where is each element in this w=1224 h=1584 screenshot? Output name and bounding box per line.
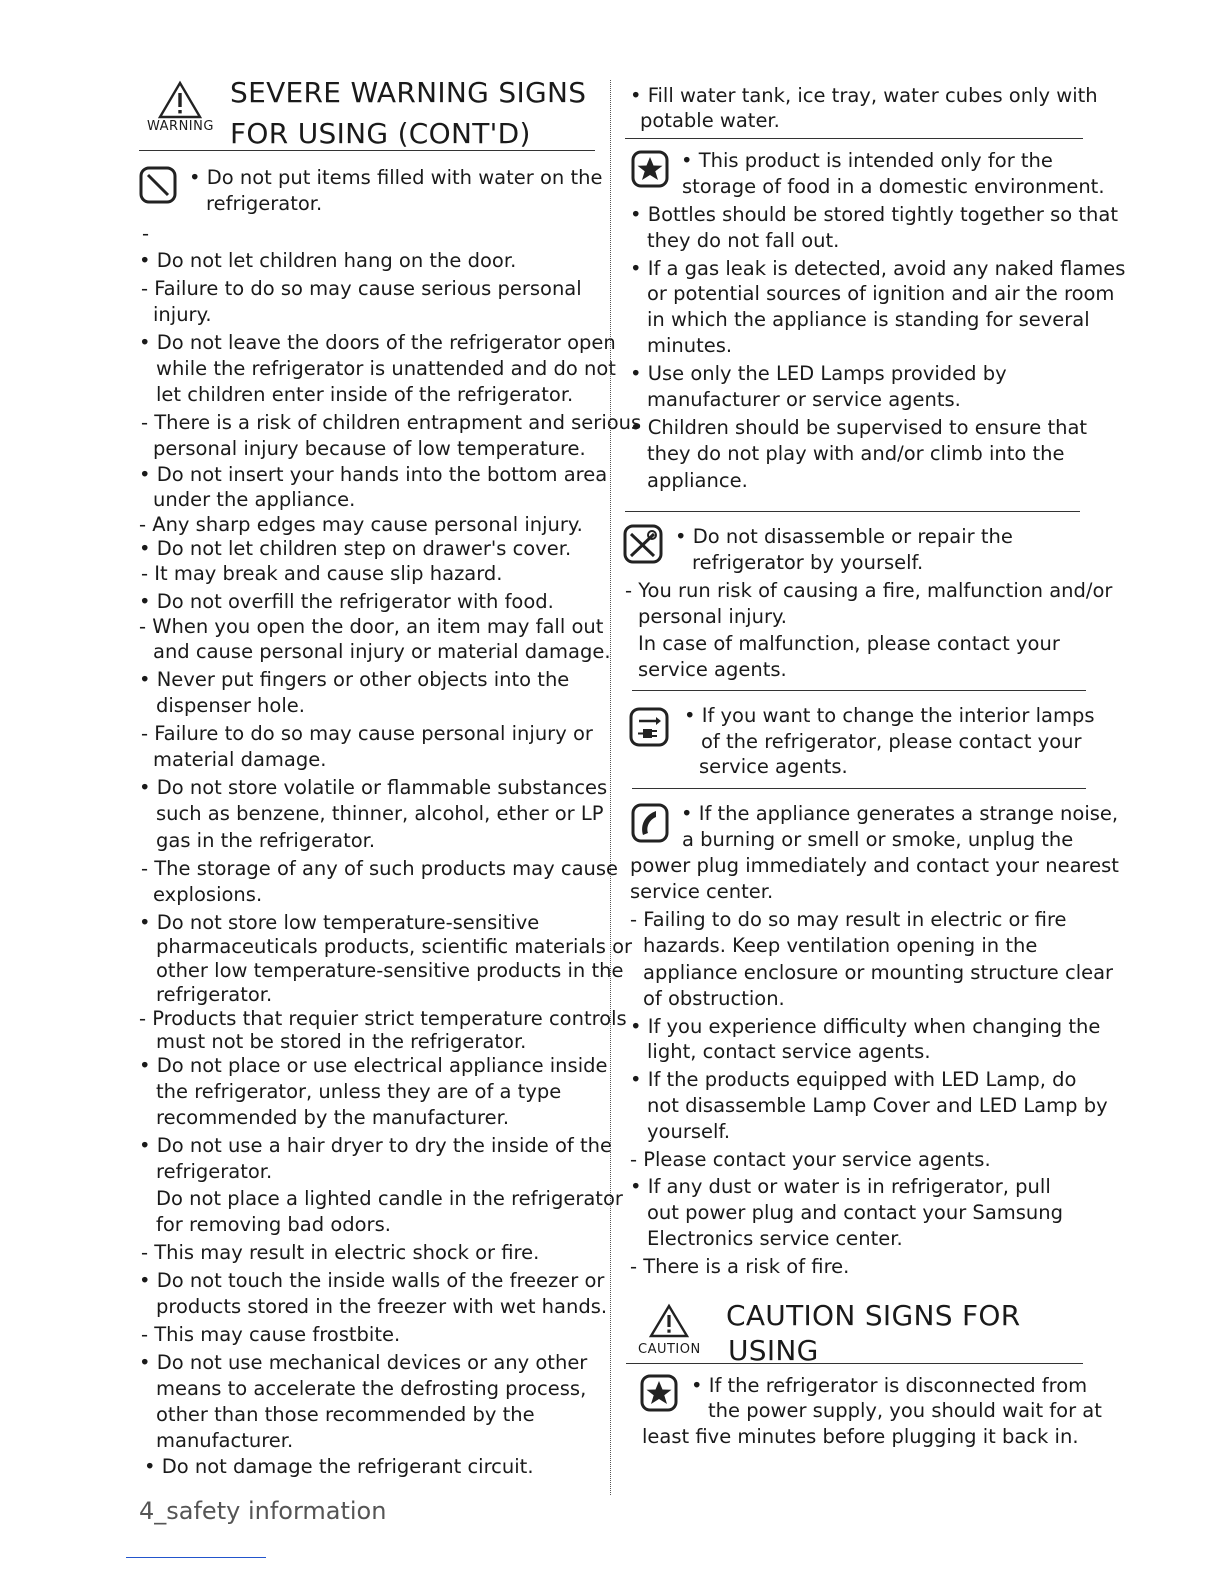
prohibited-icon (139, 166, 177, 204)
right-line-7: • If a gas leak is detected, avoid any naked flames (630, 257, 1126, 280)
right-line-33: • If you experience difficulty when changing the (630, 1015, 1101, 1038)
warning-header-rule (139, 150, 595, 151)
left-line-42: - This may result in electric shock or fire. (141, 1241, 540, 1264)
right-line-27: power plug immediately and contact your nearest (630, 854, 1119, 877)
left-line-43: • Do not touch the inside walls of the freezer or (139, 1269, 605, 1292)
right-line-3: • This product is intended only for the (681, 149, 1053, 172)
right-line-39: • If any dust or water is in refrigerator, pull (630, 1175, 1051, 1198)
right-line-22: • If you want to change the interior lamps (684, 704, 1095, 727)
caution-header-rule (626, 1363, 1083, 1364)
page-footer-label: 4_safety information (139, 1497, 387, 1525)
warning-badge: WARNING (147, 119, 214, 134)
right-line-36: not disassemble Lamp Cover and LED Lamp by (647, 1094, 1108, 1117)
left-line-4: • Do not let children hang on the door. (139, 249, 517, 272)
plug-icon (629, 707, 669, 747)
right-line-4: storage of food in a domestic environment. (682, 175, 1105, 198)
left-line-30: pharmaceuticals products, scientific materials or (156, 935, 633, 958)
right-line-32: of obstruction. (643, 987, 785, 1010)
left-line-24: • Do not store volatile or flammable substances (139, 776, 608, 799)
left-line-22: - Failure to do so may cause personal injury or (141, 722, 593, 745)
caution-triangle-icon (648, 1303, 690, 1339)
left-line-29: • Do not store low temperature-sensitive (139, 911, 540, 934)
right-line-14: they do not play with and/or climb into the (647, 442, 1065, 465)
right-line-13: • Children should be supervised to ensure that (630, 416, 1088, 439)
left-line-25: such as benzene, thinner, alcohol, ether or LP (156, 802, 604, 825)
right-line-34: light, contact service agents. (647, 1040, 931, 1063)
right-line-38: - Please contact your service agents. (630, 1148, 991, 1171)
left-line-50: • Do not damage the refrigerant circuit. (144, 1455, 534, 1478)
right-line-24: service agents. (699, 755, 848, 778)
right-line-20: In case of malfunction, please contact your (638, 632, 1060, 655)
left-line-40: Do not place a lighted candle in the refrigerator (156, 1187, 623, 1210)
left-line-12: • Do not insert your hands into the bottom area (139, 463, 608, 486)
left-line-5: - Failure to do so may cause serious personal (141, 277, 582, 300)
left-line-23: material damage. (153, 748, 327, 771)
left-line-18: - When you open the door, an item may fall out (139, 615, 604, 638)
right-line-9: in which the appliance is standing for several (647, 308, 1090, 331)
right-line-8: or potential sources of ignition and air the room (647, 282, 1115, 305)
caution-badge: CAUTION (638, 1342, 701, 1357)
right-line-17: refrigerator by yourself. (692, 551, 924, 574)
right-line-18: - You run risk of causing a fire, malfunction and/or (625, 579, 1113, 602)
right-line-2: potable water. (640, 109, 780, 132)
footer-underline (126, 1557, 266, 1558)
left-line-35: • Do not place or use electrical appliance inside (139, 1054, 608, 1077)
caution-title-line2: USING (728, 1334, 819, 1367)
left-line-49: manufacturer. (156, 1429, 294, 1452)
left-line-16: - It may break and cause slip hazard. (141, 562, 503, 585)
right-line-12: manufacturer or service agents. (647, 388, 961, 411)
left-line-21: dispenser hole. (156, 694, 305, 717)
right-line-43: • If the refrigerator is disconnected from (691, 1374, 1088, 1397)
left-line-1: • Do not put items filled with water on the (189, 166, 603, 189)
left-line-10: - There is a risk of children entrapment and serious (141, 411, 642, 434)
left-line-31: other low temperature-sensitive products in the (156, 959, 624, 982)
left-line-13: under the appliance. (153, 488, 356, 511)
left-line-26: gas in the refrigerator. (156, 829, 376, 852)
right-line-42: - There is a risk of fire. (630, 1255, 850, 1278)
left-line-36: the refrigerator, unless they are of a type (156, 1080, 562, 1103)
left-line-3: - (142, 222, 150, 245)
warning-title-line2: FOR USING (CONT'D) (230, 117, 531, 150)
left-line-47: means to accelerate the defrosting process, (156, 1377, 587, 1400)
right-rule-1 (625, 138, 1083, 139)
right-line-40: out power plug and contact your Samsung (647, 1201, 1064, 1224)
left-line-48: other than those recommended by the (156, 1403, 535, 1426)
left-line-38: • Do not use a hair dryer to dry the inside of the (139, 1134, 612, 1157)
left-line-34: must not be stored in the refrigerator. (156, 1030, 527, 1053)
no-disassembly-icon (623, 524, 663, 564)
left-line-2: refrigerator. (206, 192, 323, 215)
right-line-30: hazards. Keep ventilation opening in the (643, 934, 1038, 957)
left-line-9: let children enter inside of the refrigerator. (156, 383, 574, 406)
right-line-35: • If the products equipped with LED Lamp, do (630, 1068, 1077, 1091)
warning-title-line1: SEVERE WARNING SIGNS (230, 76, 587, 109)
right-rule-2 (625, 511, 1080, 512)
right-line-6: they do not fall out. (647, 229, 840, 252)
left-line-39: refrigerator. (156, 1160, 273, 1183)
right-line-23: of the refrigerator, please contact your (701, 730, 1082, 753)
right-line-29: - Failing to do so may result in electric or fire (630, 908, 1067, 931)
right-line-21: service agents. (638, 658, 787, 681)
left-line-17: • Do not overfill the refrigerator with food. (139, 590, 554, 613)
left-line-8: while the refrigerator is unattended and do not (156, 357, 616, 380)
right-line-41: Electronics service center. (647, 1227, 903, 1250)
left-line-46: • Do not use mechanical devices or any other (139, 1351, 588, 1374)
right-line-28: service center. (630, 880, 774, 903)
right-line-19: personal injury. (638, 605, 787, 628)
left-line-44: products stored in the freezer with wet hands. (156, 1295, 608, 1318)
left-line-33: - Products that requier strict temperature controls (139, 1007, 627, 1030)
right-line-16: • Do not disassemble or repair the (675, 525, 1013, 548)
left-line-45: - This may cause frostbite. (141, 1323, 401, 1346)
left-line-19: and cause personal injury or material damage. (153, 640, 611, 663)
right-line-26: a burning or smell or smoke, unplug the (682, 828, 1074, 851)
left-line-37: recommended by the manufacturer. (156, 1106, 510, 1129)
warning-triangle-icon (157, 80, 203, 120)
right-line-44: the power supply, you should wait for at (708, 1399, 1102, 1422)
left-line-41: for removing bad odors. (156, 1213, 391, 1236)
right-line-11: • Use only the LED Lamps provided by (630, 362, 1007, 385)
right-rule-3 (632, 690, 1086, 691)
left-line-11: personal injury because of low temperature. (153, 437, 586, 460)
column-divider (610, 80, 611, 1495)
star-important-icon (631, 150, 669, 188)
right-line-5: • Bottles should be stored tightly together so that (630, 203, 1119, 226)
right-rule-4 (632, 788, 1086, 789)
left-line-15: • Do not let children step on drawer's cover. (139, 537, 572, 560)
right-line-31: appliance enclosure or mounting structure clear (643, 961, 1114, 984)
right-line-37: yourself. (647, 1120, 731, 1143)
right-line-1: • Fill water tank, ice tray, water cubes only with (630, 84, 1098, 107)
left-line-7: • Do not leave the doors of the refrigerator open (139, 331, 616, 354)
right-line-25: • If the appliance generates a strange noise, (681, 802, 1119, 825)
caution-title-line1: CAUTION SIGNS FOR (726, 1299, 1021, 1332)
right-line-10: minutes. (647, 334, 733, 357)
left-line-6: injury. (153, 303, 212, 326)
right-line-15: appliance. (647, 469, 748, 492)
phone-icon (631, 803, 669, 843)
star-important-icon-2 (640, 1374, 678, 1412)
left-line-27: - The storage of any of such products may cause (141, 857, 619, 880)
left-line-28: explosions. (153, 883, 263, 906)
left-line-32: refrigerator. (156, 983, 273, 1006)
left-line-14: - Any sharp edges may cause personal injury. (139, 513, 583, 536)
right-line-45: least five minutes before plugging it back in. (642, 1425, 1079, 1448)
left-line-20: • Never put fingers or other objects into the (139, 668, 570, 691)
